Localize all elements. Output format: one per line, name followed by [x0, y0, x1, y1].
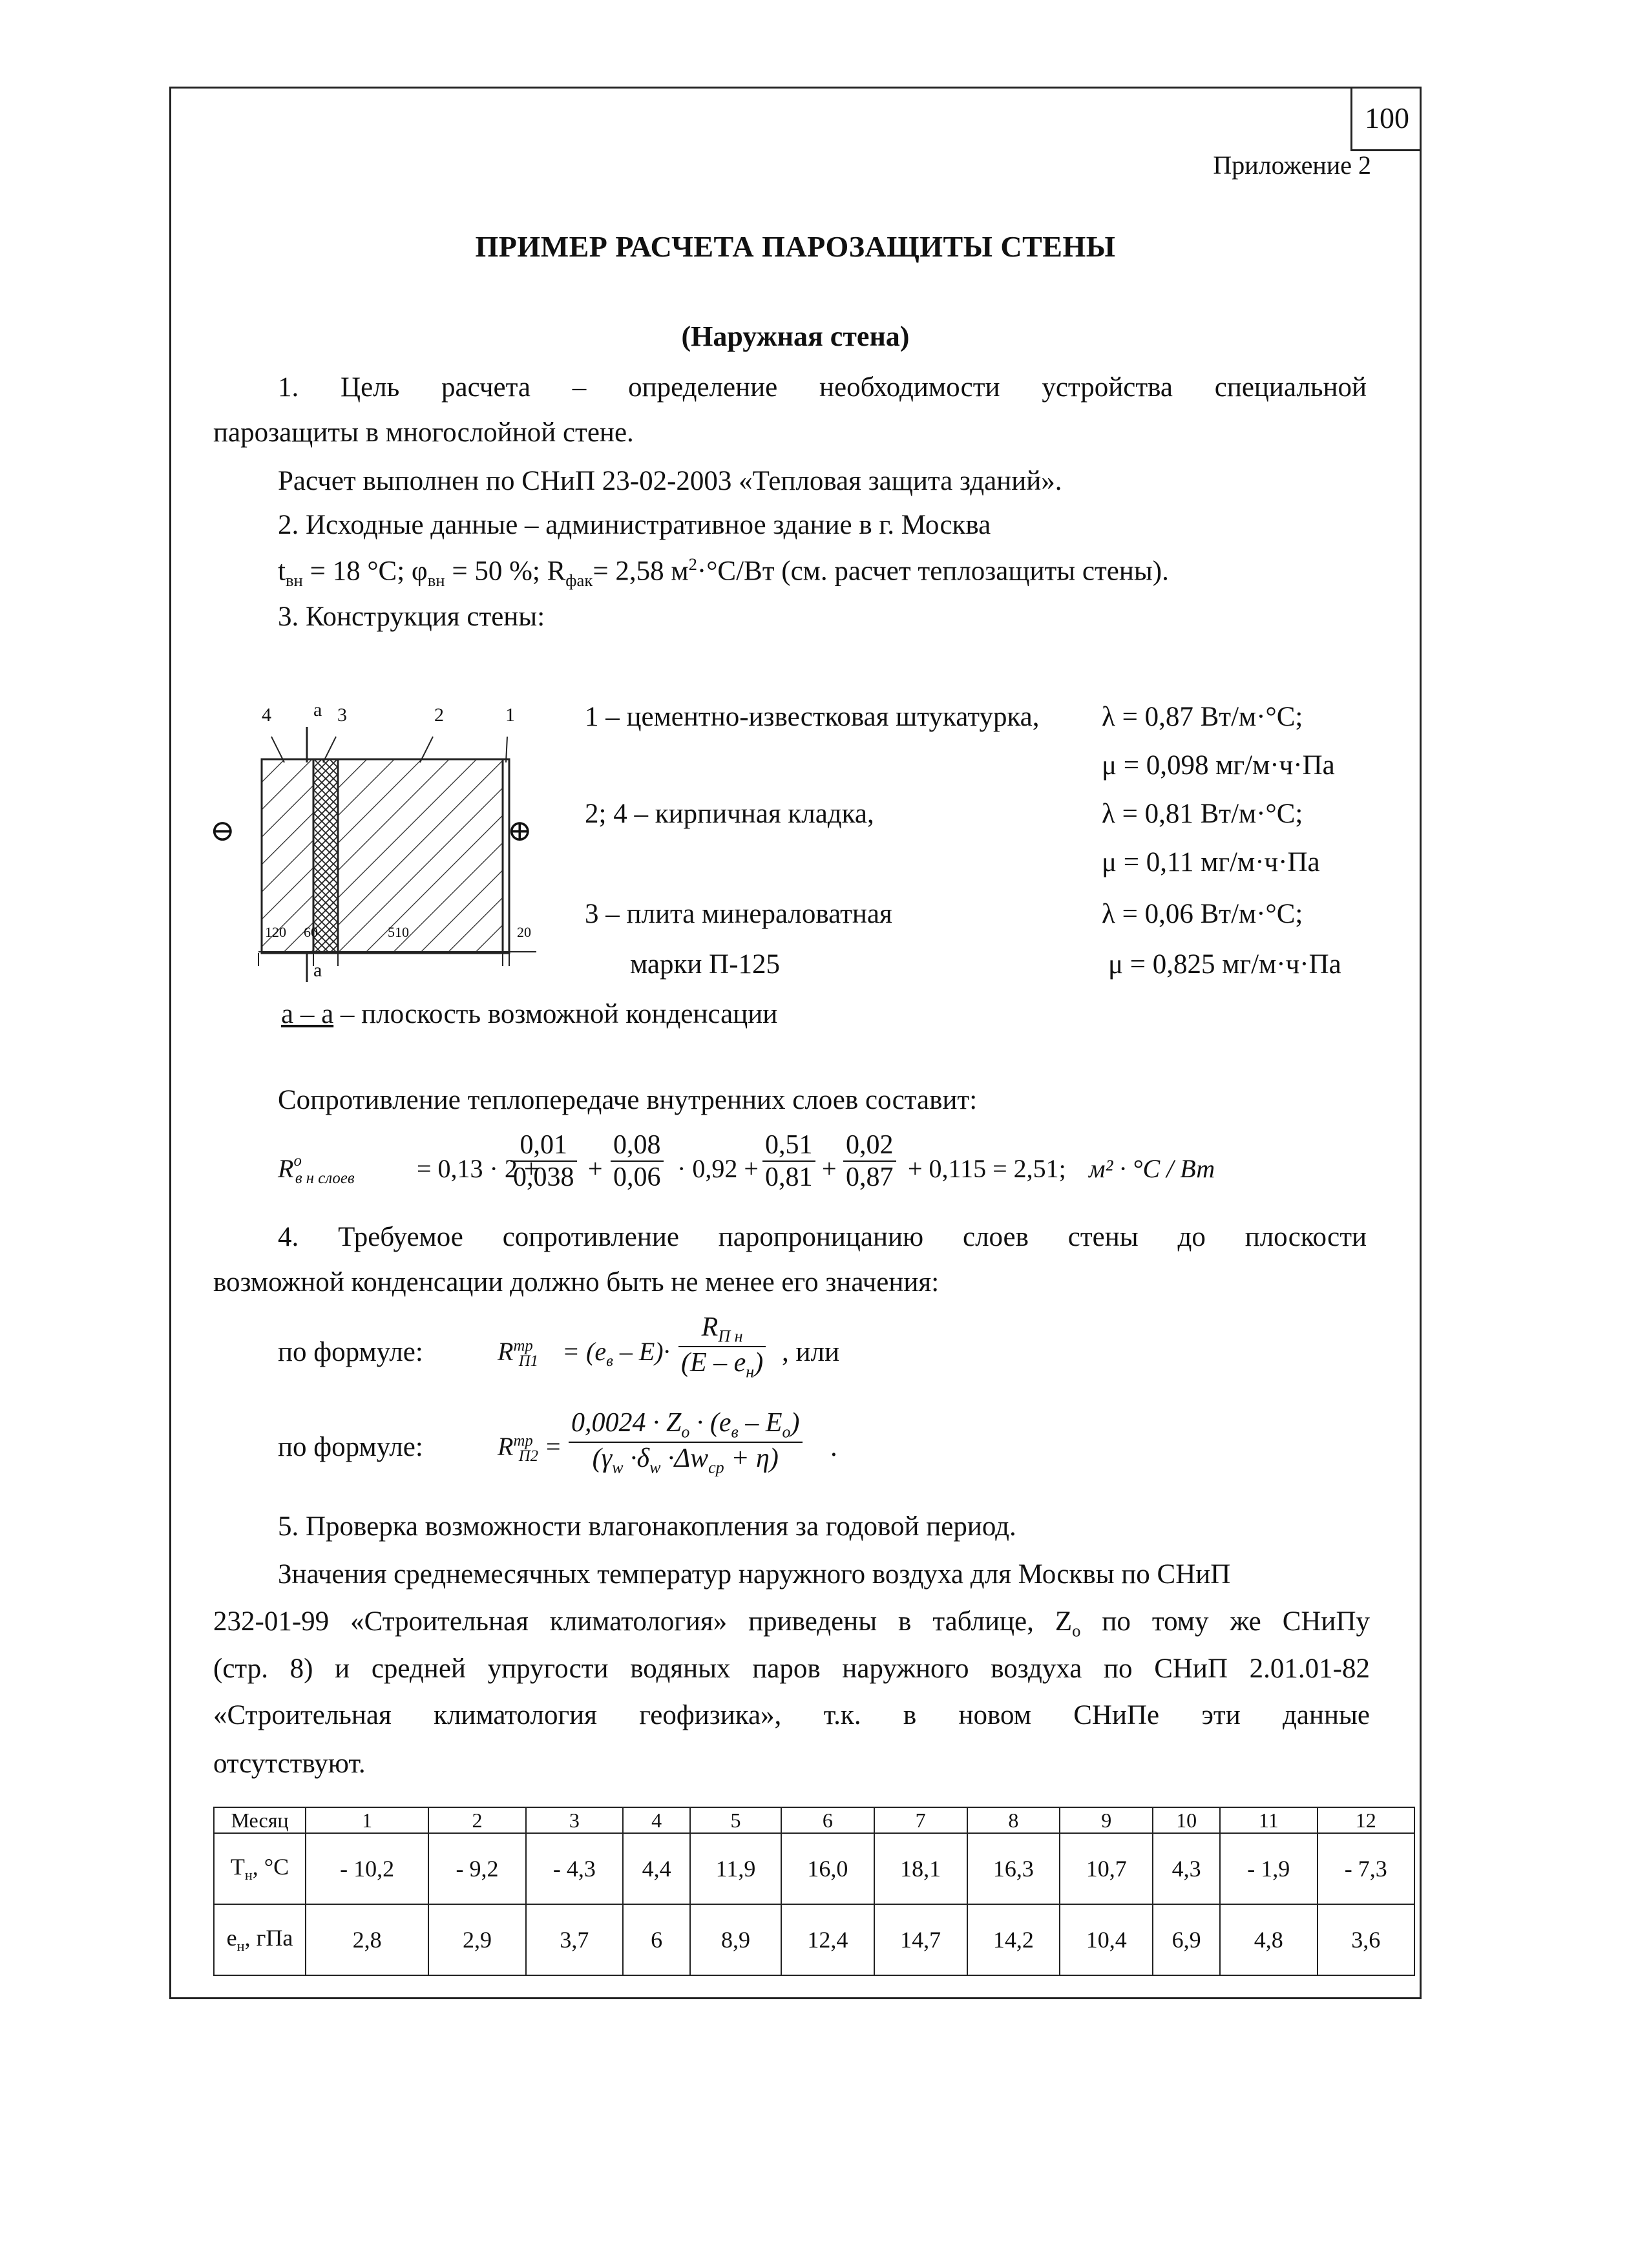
formula2-prefix: по формуле:: [278, 1337, 423, 1367]
table-cell: 4,4: [623, 1833, 690, 1904]
layer-3-lambda: λ = 0,06 Вт/м·°С;: [1102, 899, 1303, 929]
table-header-cell: 4: [623, 1807, 690, 1833]
paragraph-required-line1: 4. Требуемое сопротивление паропроницанию слоев стены до плоскости: [278, 1222, 1367, 1252]
table-cell: 3,6: [1318, 1904, 1415, 1975]
table-cell: 16,3: [967, 1833, 1060, 1904]
formula3-prefix: по формуле:: [278, 1432, 423, 1462]
table-row-vapor-pressure: [214, 1904, 1414, 1975]
paragraph-values-line2: 232-01-99 «Строительная климатология» приведены в таблице, $Z_o$ по тому же СНиПу: [213, 1606, 1370, 1641]
formula1-fraction3: $\frac{0,51}{0,81}$: [762, 1129, 815, 1193]
formula1-plus2: +: [822, 1154, 837, 1183]
diagram-label-3: 3: [337, 704, 347, 726]
paragraph-goal-line1: 1. Цель расчета – определение необходимости устройства специальной: [278, 372, 1367, 403]
formula2-eq: = $(е_в - Е)\cdot$: [562, 1337, 670, 1370]
table-cell: 6,9: [1153, 1904, 1220, 1975]
table-cell: 18,1: [874, 1833, 967, 1904]
paragraph-required-line2: возможной конденсации должно быть не менее его значения:: [213, 1267, 940, 1297]
table-header-cell: 1: [306, 1807, 428, 1833]
page-title: ПРИМЕР РАСЧЕТА ПАРОЗАЩИТЫ СТЕНЫ: [475, 230, 1116, 263]
dim-20: 20: [517, 924, 531, 940]
table-cell: 2,9: [428, 1904, 525, 1975]
table-cell: 4,8: [1220, 1904, 1317, 1975]
table-cell: 10,7: [1060, 1833, 1153, 1904]
table-cell: 8,9: [690, 1904, 781, 1975]
table-header-row: [214, 1807, 1414, 1833]
diagram-label-a-bottom: а: [313, 960, 322, 981]
table-header-cell: 6: [781, 1807, 874, 1833]
layer-1-lambda: λ = 0,87 Вт/м·°С;: [1102, 702, 1303, 732]
formula1-fraction2: $\frac{0,08}{0,06}$: [611, 1129, 664, 1193]
plus-side-icon: ⊕: [507, 814, 532, 847]
table-cell: 2,8: [306, 1904, 428, 1975]
diagram-label-4: 4: [262, 704, 271, 726]
formula2-lhs: $R^{тр}_{П1}$: [498, 1337, 539, 1370]
table-header-cell: 9: [1060, 1807, 1153, 1833]
table-cell: 11,9: [690, 1833, 781, 1904]
page-number: 100: [1350, 87, 1422, 151]
table-cell: 4,3: [1153, 1833, 1220, 1904]
formula1-fraction4: $\frac{0,02}{0,87}$: [843, 1129, 896, 1193]
table-header-cell: 11: [1220, 1807, 1317, 1833]
minus-side-icon: ⊖: [210, 814, 235, 847]
formula1-plus1: +: [588, 1154, 603, 1183]
diagram-label-2: 2: [434, 704, 444, 726]
formula3-lhs: $R^{тр}_{П2}$: [498, 1432, 539, 1465]
formula3-eq: =: [546, 1432, 561, 1461]
climate-table: [213, 1807, 1415, 1976]
layer-1-mu: μ = 0,098 мг/м·ч·Па: [1102, 750, 1335, 781]
layer-2-brick: [338, 759, 503, 953]
condensation-plane-note: а – а – плоскость возможной конденсации: [281, 999, 778, 1029]
paragraph-parameters: $t_{вн} = 18$ °С; $\varphi_{вн} = 50$ %; $R_{фак}= 2,58$ $м^2\cdot^\circ С/Вт$ (см. расчет теплозащиты стены).: [278, 554, 1169, 590]
table-header-cell: 7: [874, 1807, 967, 1833]
table-cell: 12,4: [781, 1904, 874, 1975]
table-cell: 14,2: [967, 1904, 1060, 1975]
formula3-suffix: .: [830, 1432, 837, 1462]
formula1-eq1: = 0,13 · 2 +: [417, 1154, 539, 1183]
paragraph-resistance: Сопротивление теплопередаче внутренних слоев составит:: [278, 1085, 978, 1115]
paragraph-values-line4: «Строительная климатология геофизика», т.к. в новом СНиПе эти данные: [213, 1700, 1370, 1730]
page-subtitle: (Наружная стена): [681, 320, 910, 352]
table-cell: 6: [623, 1904, 690, 1975]
diagram-label-a: а: [313, 699, 322, 720]
table-header-cell: 5: [690, 1807, 781, 1833]
table-cell: 3,7: [526, 1904, 623, 1975]
paragraph-values-line1: Значения среднемесячных температур наружного воздуха для Москвы по СНиП: [278, 1559, 1231, 1590]
table-row-temperature: [214, 1833, 1414, 1904]
layer-2-mu: μ = 0,11 мг/м·ч·Па: [1102, 847, 1320, 877]
paragraph-construction: 3. Конструкция стены:: [278, 602, 545, 632]
row-label-vapor-pressure: $е_н$, гПа: [214, 1904, 306, 1975]
table-header-cell: 12: [1318, 1807, 1415, 1833]
table-header-cell: Месяц: [214, 1807, 306, 1833]
table-header-cell: 10: [1153, 1807, 1220, 1833]
paragraph-values-line3: (стр. 8) и средней упругости водяных паров наружного воздуха по СНиП 2.01.01-82: [213, 1654, 1370, 1684]
dim-120: 120: [265, 924, 286, 940]
table-cell: - 9,2: [428, 1833, 525, 1904]
table-cell: - 7,3: [1318, 1833, 1415, 1904]
table-cell: 10,4: [1060, 1904, 1153, 1975]
table-header-cell: 3: [526, 1807, 623, 1833]
row-label-temperature: $Т_н$, °С: [214, 1833, 306, 1904]
formula2-suffix: , или: [782, 1337, 839, 1367]
layer-3-mu: μ = 0,825 мг/м·ч·Па: [1108, 949, 1341, 980]
dim-60: 60: [304, 924, 318, 940]
dim-510: 510: [388, 924, 409, 940]
appendix-label: Приложение 2: [1213, 151, 1371, 180]
paragraph-initial-data: 2. Исходные данные – административное здание в г. Москва: [278, 510, 991, 540]
layer-2-name: 2; 4 – кирпичная кладка,: [585, 799, 874, 829]
paragraph-standard: Расчет выполнен по СНиП 23-02-2003 «Тепловая защита зданий».: [278, 466, 1062, 496]
table-cell: 16,0: [781, 1833, 874, 1904]
layer-3-name: 3 – плита минераловатная: [585, 899, 892, 929]
formula1-mid: · 0,92 +: [677, 1154, 759, 1183]
paragraph-values-line5: отсутствуют.: [213, 1748, 366, 1779]
formula2-fraction: $R_{П н}$ $(Е - е_н)$: [678, 1312, 766, 1382]
table-header-cell: 2: [428, 1807, 525, 1833]
layer-1-name: 1 – цементно-известковая штукатурка,: [585, 702, 1040, 732]
formula1-fraction1: $\frac{0,01}{0,038}$: [510, 1129, 577, 1193]
table-cell: 14,7: [874, 1904, 967, 1975]
diagram-label-1: 1: [505, 704, 515, 726]
formula1-unit: м² · °С / Вт: [1089, 1154, 1215, 1183]
table-cell: - 4,3: [526, 1833, 623, 1904]
formula1-tail: + 0,115 = 2,51;: [908, 1154, 1066, 1183]
table-cell: - 10,2: [306, 1833, 428, 1904]
table-header-cell: 8: [967, 1807, 1060, 1833]
table-cell: - 1,9: [1220, 1833, 1317, 1904]
paragraph-goal-line2: парозащиты в многослойной стене.: [213, 417, 634, 448]
formula3-fraction: $0,0024 \cdot Z_o \cdot (е_в - Е_o)$ $(\gamma_w \cdot\delta_w \cdot\Delta w_{ср} + \eta)$: [569, 1407, 803, 1478]
layer-2-lambda: λ = 0,81 Вт/м·°С;: [1102, 799, 1303, 829]
paragraph-check: 5. Проверка возможности влагонакопления за годовой период.: [278, 1511, 1016, 1542]
layer-1-plaster: [503, 759, 509, 953]
layer-3-name2: марки П-125: [630, 949, 781, 980]
formula1-lhs: $R^o_{в н слоев}$: [278, 1151, 355, 1187]
